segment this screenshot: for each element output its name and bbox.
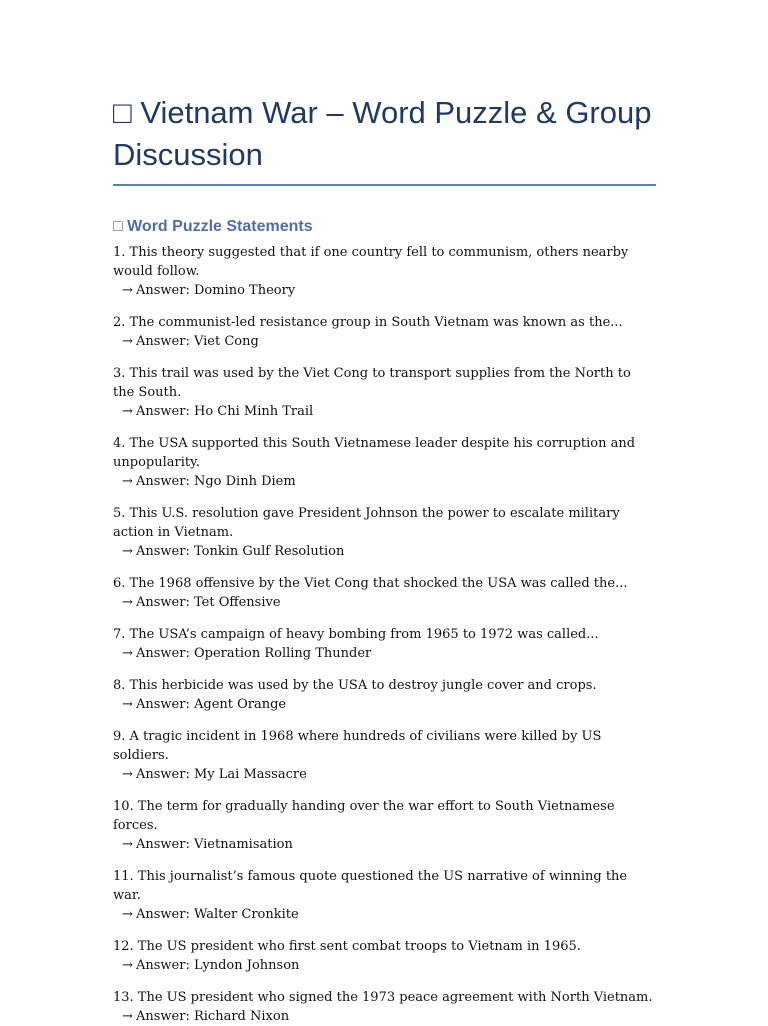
puzzle-statement: 9. A tragic incident in 1968 where hundreds of civilians were killed by US soldiers. bbox=[113, 729, 602, 763]
puzzle-statement: 12. The US president who first sent combat troops to Vietnam in 1965. bbox=[113, 939, 581, 954]
page-title: □ Vietnam War – Word Puzzle & Group Discussion bbox=[113, 92, 656, 186]
puzzle-statement: 5. This U.S. resolution gave President Johnson the power to escalate military action in Vietnam. bbox=[113, 506, 620, 540]
puzzle-statement: 11. This journalist’s famous quote questioned the US narrative of winning the war. bbox=[113, 869, 628, 903]
arrow-icon: → bbox=[122, 646, 133, 661]
puzzle-answer-line bbox=[113, 472, 656, 491]
puzzle-answer-line bbox=[113, 332, 656, 351]
puzzle-statement: 2. The communist-led resistance group in South Vietnam was known as the... bbox=[113, 315, 623, 330]
puzzle-item bbox=[113, 574, 656, 612]
arrow-icon: → bbox=[122, 544, 133, 559]
arrow-icon: → bbox=[122, 283, 133, 298]
puzzle-item bbox=[113, 937, 656, 975]
arrow-icon: → bbox=[122, 697, 133, 712]
puzzle-answer: Answer: Ho Chi Minh Trail bbox=[136, 404, 314, 419]
arrow-icon: → bbox=[122, 767, 133, 782]
arrow-icon: → bbox=[122, 837, 133, 852]
puzzle-answer: Answer: Walter Cronkite bbox=[136, 907, 299, 922]
puzzle-answer-line bbox=[113, 593, 656, 612]
puzzle-statement: 4. The USA supported this South Vietnamese leader despite his corruption and unpopularity. bbox=[113, 436, 636, 470]
puzzle-answer-line bbox=[113, 402, 656, 421]
puzzle-answer-line bbox=[113, 281, 656, 300]
section-heading: □ Word Puzzle Statements bbox=[113, 218, 313, 235]
puzzle-item bbox=[113, 797, 656, 854]
puzzle-item bbox=[113, 364, 656, 421]
arrow-icon: → bbox=[122, 907, 133, 922]
puzzle-answer-line bbox=[113, 1007, 656, 1026]
puzzle-answer: Answer: Richard Nixon bbox=[136, 1009, 290, 1024]
puzzle-statement: 13. The US president who signed the 1973 peace agreement with North Vietnam. bbox=[113, 990, 653, 1005]
puzzle-statement: 6. The 1968 offensive by the Viet Cong that shocked the USA was called the... bbox=[113, 576, 628, 591]
puzzle-answer-line bbox=[113, 956, 656, 975]
puzzle-answer: Answer: Lyndon Johnson bbox=[136, 958, 300, 973]
arrow-icon: → bbox=[122, 958, 133, 973]
puzzle-answer: Answer: Tet Offensive bbox=[136, 595, 281, 610]
puzzle-item bbox=[113, 504, 656, 561]
puzzle-answer-line bbox=[113, 835, 656, 854]
puzzle-list bbox=[113, 243, 656, 1026]
puzzle-item bbox=[113, 625, 656, 663]
arrow-icon: → bbox=[122, 334, 133, 349]
arrow-icon: → bbox=[122, 404, 133, 419]
puzzle-answer-line bbox=[113, 765, 656, 784]
puzzle-answer: Answer: My Lai Massacre bbox=[136, 767, 307, 782]
puzzle-statement: 1. This theory suggested that if one country fell to communism, others nearby would follow. bbox=[113, 245, 629, 279]
puzzle-item bbox=[113, 313, 656, 351]
puzzle-answer-line bbox=[113, 905, 656, 924]
puzzle-statement: 8. This herbicide was used by the USA to destroy jungle cover and crops. bbox=[113, 678, 597, 693]
puzzle-item bbox=[113, 434, 656, 491]
puzzle-statement: 7. The USA’s campaign of heavy bombing from 1965 to 1972 was called... bbox=[113, 627, 599, 642]
puzzle-answer-line bbox=[113, 644, 656, 663]
document-page bbox=[113, 92, 656, 1026]
puzzle-answer: Answer: Ngo Dinh Diem bbox=[136, 474, 296, 489]
puzzle-statement: 10. The term for gradually handing over the war effort to South Vietnamese forces. bbox=[113, 799, 615, 833]
puzzle-item bbox=[113, 727, 656, 784]
puzzle-item bbox=[113, 988, 656, 1026]
puzzle-answer-line bbox=[113, 542, 656, 561]
puzzle-item bbox=[113, 867, 656, 924]
puzzle-item bbox=[113, 243, 656, 300]
puzzle-answer: Answer: Agent Orange bbox=[136, 697, 287, 712]
puzzle-item bbox=[113, 676, 656, 714]
puzzle-answer: Answer: Viet Cong bbox=[136, 334, 259, 349]
puzzle-answer: Answer: Domino Theory bbox=[136, 283, 296, 298]
arrow-icon: → bbox=[122, 1009, 133, 1024]
puzzle-answer: Answer: Operation Rolling Thunder bbox=[136, 646, 372, 661]
arrow-icon: → bbox=[122, 474, 133, 489]
puzzle-answer: Answer: Vietnamisation bbox=[136, 837, 293, 852]
puzzle-answer: Answer: Tonkin Gulf Resolution bbox=[136, 544, 345, 559]
arrow-icon: → bbox=[122, 595, 133, 610]
puzzle-answer-line bbox=[113, 695, 656, 714]
puzzle-statement: 3. This trail was used by the Viet Cong to transport supplies from the North to the South. bbox=[113, 366, 631, 400]
